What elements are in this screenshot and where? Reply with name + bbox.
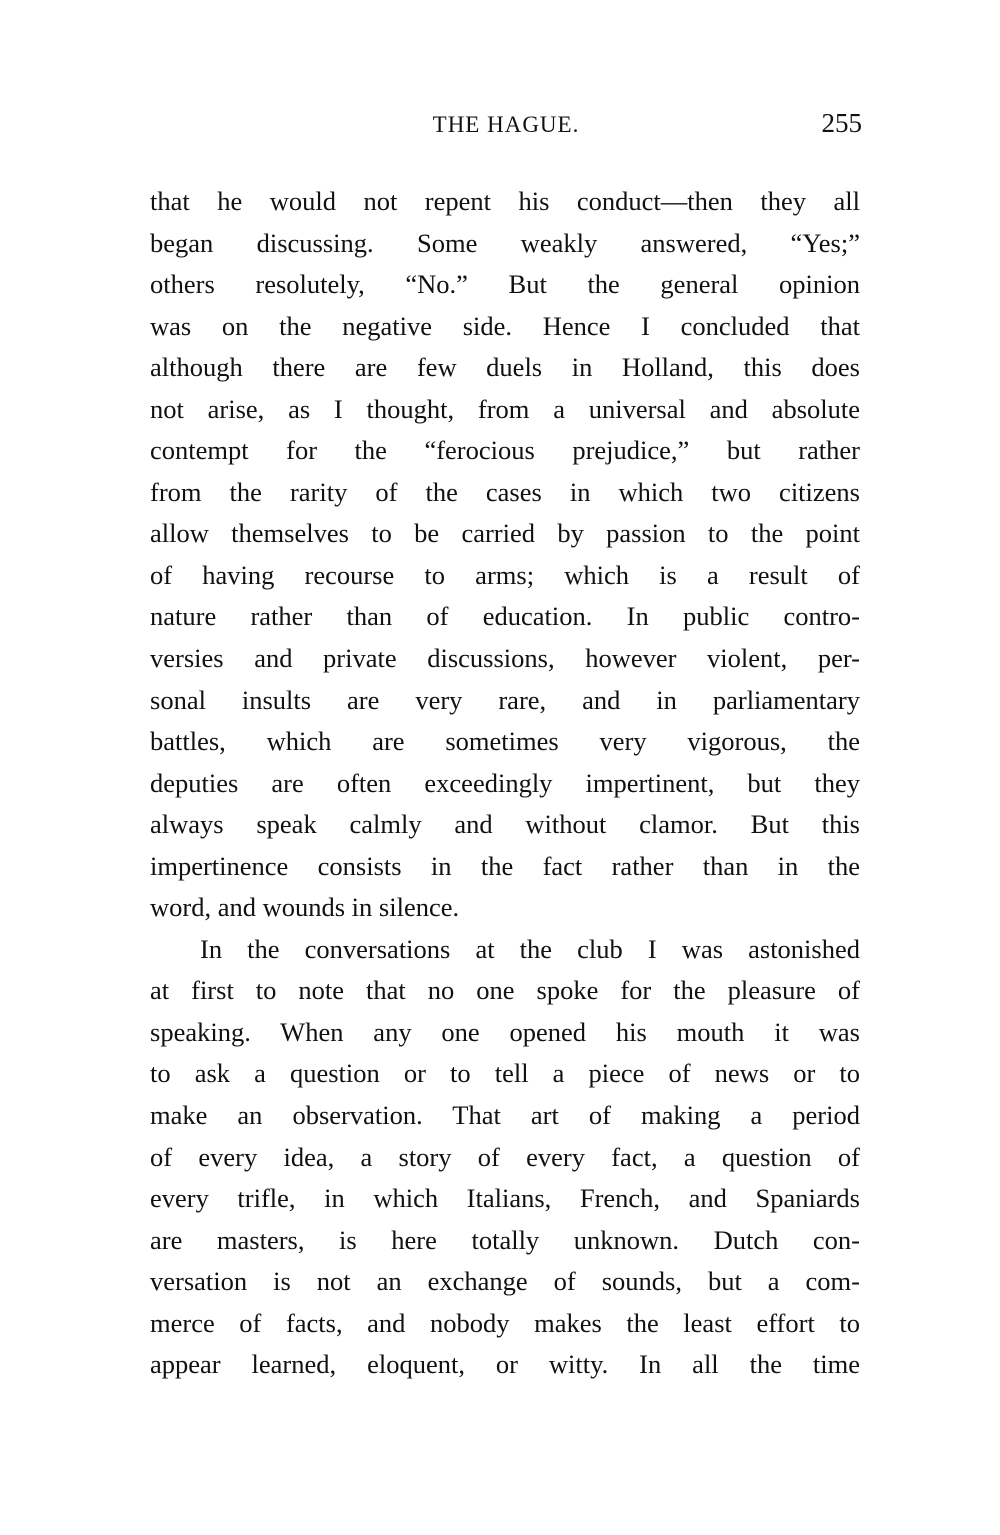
text-line: to ask a question or to tell a piece of news or to: [150, 1058, 860, 1089]
text-line: from the rarity of the cases in which two citizens: [150, 476, 860, 507]
text-line: of having recourse to arms; which is a result of: [150, 559, 860, 590]
paragraph: [150, 929, 860, 1386]
text-line: versies and private discussions, however violent, per-: [150, 643, 860, 674]
text-line: merce of facts, and nobody makes the least effort to: [150, 1307, 860, 1338]
text-line: are masters, is here totally unknown. Dutch con-: [150, 1224, 860, 1255]
text-line: word, and wounds in silence.: [150, 892, 460, 923]
paragraph: [150, 181, 860, 929]
running-title: THE HAGUE.: [432, 112, 580, 137]
text-line: always speak calmly and without clamor. But this: [150, 809, 860, 840]
text-line: others resolutely, “No.” But the general opinion: [150, 269, 860, 300]
text-line: appear learned, eloquent, or witty. In all the time: [150, 1349, 860, 1380]
text-line: although there are few duels in Holland, this does: [150, 352, 860, 383]
text-line: allow themselves to be carried by passion to the point: [150, 518, 860, 549]
page-number: 255: [821, 108, 862, 138]
text-line: every trifle, in which Italians, French, and Spaniards: [150, 1183, 860, 1214]
text-line: speaking. When any one opened his mouth it was: [150, 1016, 860, 1047]
text-line: not arise, as I thought, from a universal and absolute: [150, 393, 860, 424]
text-line: In the conversations at the club I was astonished: [200, 933, 860, 964]
text-line: that he would not repent his conduct—then they all: [150, 186, 860, 216]
page-header: [150, 108, 862, 146]
text-line: sonal insults are very rare, and in parliamentary: [150, 684, 860, 715]
text-line: make an observation. That art of making a period: [150, 1100, 860, 1131]
text-line: contempt for the “ferocious prejudice,” but rather: [150, 435, 860, 466]
text-line: deputies are often exceedingly impertinent, but they: [150, 767, 860, 798]
text-line: nature rather than of education. In public contro-: [150, 601, 860, 632]
text-line: versation is not an exchange of sounds, but a com-: [150, 1266, 860, 1297]
text-line: battles, which are sometimes very vigorous, the: [150, 726, 860, 757]
text-line: at first to note that no one spoke for the pleasure of: [150, 975, 860, 1006]
text-line: began discussing. Some weakly answered, “Yes;”: [150, 227, 860, 258]
body-text: [150, 181, 860, 1386]
text-line: of every idea, a story of every fact, a question of: [150, 1141, 860, 1172]
text-line: was on the negative side. Hence I concluded that: [150, 310, 860, 341]
text-line: impertinence consists in the fact rather than in the: [150, 850, 860, 881]
